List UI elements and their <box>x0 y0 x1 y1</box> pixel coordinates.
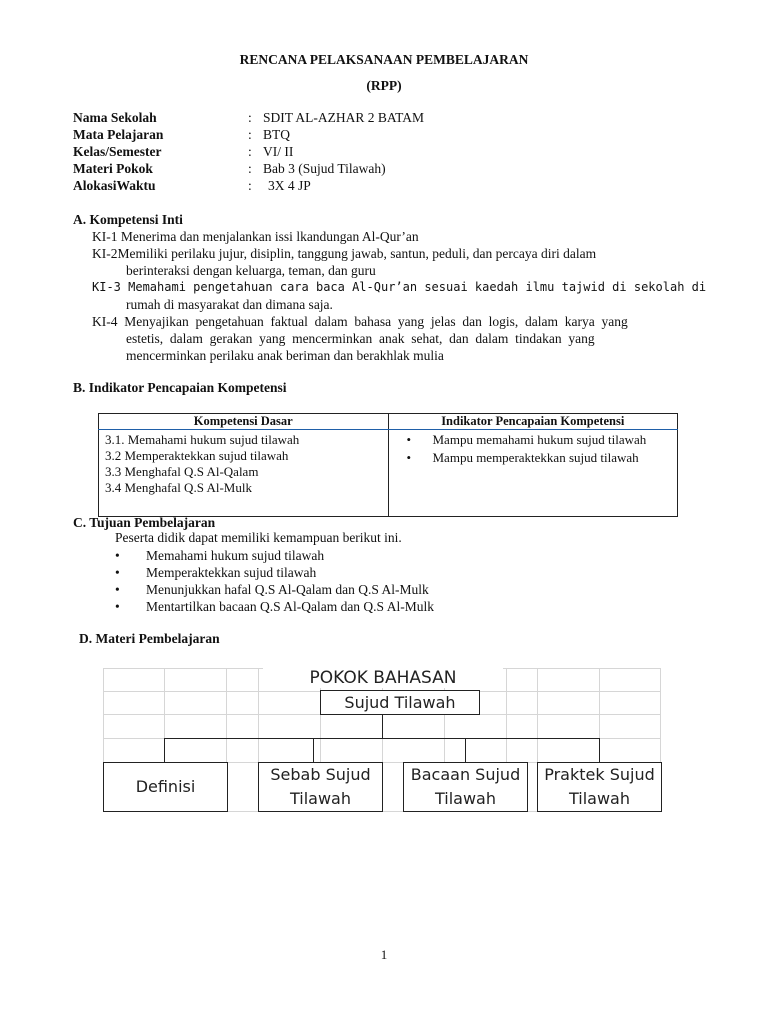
ki-2-continuation: berinteraksi dengan keluarga, teman, dan guru <box>126 263 376 278</box>
competency-table <box>98 413 678 517</box>
list-item <box>115 598 434 615</box>
table-row <box>99 430 678 517</box>
diagram-child-label: Bacaan Sujud <box>410 765 521 784</box>
kd-item: 3.2 Memperaktekkan sujud tilawah <box>105 448 289 463</box>
page-number: 1 <box>380 947 388 962</box>
diagram-child-label: Praktek Sujud <box>544 765 655 784</box>
info-value: VI/ II <box>263 144 294 159</box>
connector-line <box>599 738 600 762</box>
kd-cell <box>99 430 389 517</box>
info-colon: : <box>248 161 252 176</box>
list-item <box>115 564 434 581</box>
ipk-cell <box>388 430 678 517</box>
bullet-icon: • <box>115 548 120 563</box>
bullet-icon: • <box>406 432 412 447</box>
kd-item: 3.1. Memahami hukum sujud tilawah <box>105 432 300 447</box>
kd-item: 3.4 Menghafal Q.S Al-Mulk <box>105 480 252 495</box>
diagram-child-box <box>537 762 662 812</box>
info-label: Materi Pokok <box>73 161 153 176</box>
section-c-heading: C. Tujuan Pembelajaran <box>73 515 216 530</box>
info-value: Bab 3 (Sujud Tilawah) <box>263 161 386 176</box>
ki-4-continuation: mencerminkan perilaku anak beriman dan berakhlak mulia <box>126 348 444 363</box>
diagram-child-label: Tilawah <box>568 789 630 808</box>
diagram-child-label: Sebab Sujud <box>270 765 371 784</box>
info-colon: : <box>248 178 252 193</box>
info-colon: : <box>248 127 252 142</box>
ki-3-continuation: rumah di masyarakat dan dimana saja. <box>126 297 333 312</box>
diagram-child-label: Definisi <box>135 777 196 796</box>
diagram-child-label: Tilawah <box>289 789 351 808</box>
table-header-kd: Kompetensi Dasar <box>99 414 389 430</box>
table-header-row <box>99 414 678 430</box>
bullet-icon: • <box>115 599 120 614</box>
objective-text: Memahami hukum sujud tilawah <box>146 548 325 563</box>
info-colon: : <box>248 144 252 159</box>
objective-text: Memperaktekkan sujud tilawah <box>146 565 317 580</box>
diagram-root-box: Sujud Tilawah <box>320 690 480 715</box>
bullet-icon: • <box>115 582 120 597</box>
info-colon: : <box>248 110 252 125</box>
diagram-child-box <box>403 762 528 812</box>
ki-3-line: KI-3 Memahami pengetahuan cara baca Al-Qur’an sesuai kaedah ilmu tajwid di sekolah di <box>92 280 707 294</box>
info-value: BTQ <box>263 127 290 142</box>
info-label: Kelas/Semester <box>73 144 162 159</box>
ipk-item <box>405 432 672 448</box>
bullet-icon: • <box>115 565 120 580</box>
objective-text: Mentartilkan bacaan Q.S Al-Qalam dan Q.S Al-Mulk <box>146 599 434 614</box>
info-label: Mata Pelajaran <box>73 127 164 142</box>
section-d-heading: D. Materi Pembelajaran <box>79 631 220 646</box>
list-item <box>115 581 434 598</box>
bullet-icon: • <box>406 450 412 465</box>
list-item <box>115 547 434 564</box>
connector-line <box>382 714 383 739</box>
info-value: SDIT AL-AZHAR 2 BATAM <box>263 110 425 125</box>
concept-diagram <box>103 668 661 812</box>
diagram-child-box <box>103 762 228 812</box>
ki-4-line: KI-4 Menyajikan pengetahuan faktual dalam bahasa yang jelas dan logis, dalam karya yang <box>92 314 628 329</box>
diagram-root-title: POKOK BAHASAN <box>263 668 503 688</box>
ki-1: KI-1 Menerima dan menjalankan issi lkandungan Al-Qur’an <box>92 229 419 244</box>
connector-line <box>164 738 165 762</box>
section-a-heading: A. Kompetensi Inti <box>73 212 183 227</box>
objective-text: Menunjukkan hafal Q.S Al-Qalam dan Q.S Al-Mulk <box>146 582 429 597</box>
info-value: 3X 4 JP <box>268 178 311 193</box>
connector-line <box>313 738 314 762</box>
table-header-ipk: Indikator Pencapaian Kompetensi <box>388 414 678 430</box>
ipk-text: Mampu memahami hukum sujud tilawah <box>432 432 647 447</box>
info-label: Nama Sekolah <box>73 110 157 125</box>
diagram-child-box <box>258 762 383 812</box>
kd-item: 3.3 Menghafal Q.S Al-Qalam <box>105 464 259 479</box>
ki-4-continuation: estetis, dalam gerakan yang mencerminkan anak sehat, dan dalam tindakan yang <box>126 331 595 346</box>
document-title: RENCANA PELAKSANAAN PEMBELAJARAN <box>239 52 529 67</box>
ki-2-line: KI-2Memiliki perilaku jujur, disiplin, tanggung jawab, santun, peduli, dan percaya diri dalam <box>92 246 597 261</box>
document-subtitle: (RPP) <box>366 78 402 93</box>
info-label: AlokasiWaktu <box>73 178 156 193</box>
objective-intro: Peserta didik dapat memiliki kemampuan berikut ini. <box>115 530 402 545</box>
diagram-child-label: Tilawah <box>434 789 496 808</box>
ipk-text: Mampu memperaktekkan sujud tilawah <box>432 450 639 465</box>
connector-line <box>465 738 466 762</box>
connector-line <box>164 738 600 739</box>
ki-list <box>92 228 707 364</box>
ipk-item <box>405 450 672 466</box>
section-b-heading: B. Indikator Pencapaian Kompetensi <box>73 380 287 395</box>
objective-list <box>115 547 434 615</box>
